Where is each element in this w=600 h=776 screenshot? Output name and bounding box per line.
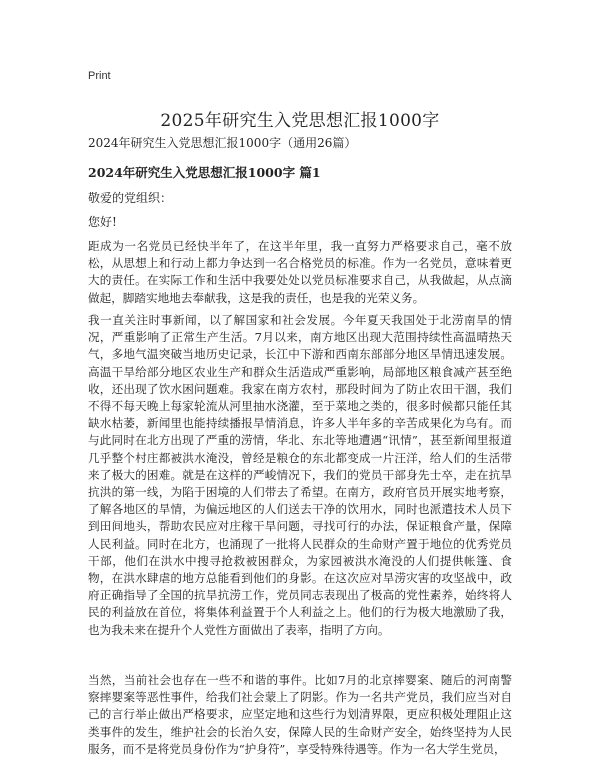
print-link[interactable]: Print xyxy=(88,70,111,82)
document-subtitle: 2024年研究生入党思想汇报1000字（通用26篇） xyxy=(88,136,357,150)
section-heading: 2024年研究生入党思想汇报1000字 篇1 xyxy=(88,165,321,180)
document-title: 2025年研究生入党思想汇报1000字 xyxy=(160,111,440,132)
greeting: 您好! xyxy=(88,215,117,229)
salutation: 敬爱的党组织： xyxy=(88,191,173,205)
paragraph-1: 距成为一名党员已经快半年了，在这半年里，我一直努力严格要求自己，毫不放松，从思想上和行动上都力争达到一名合格党员的标准。作为一名党员，意味着更大的责任。在实际工作和生活中我要处处以党员标准要求自己，从我做起，从点滴做起，脚踏实地地去奉献我，这是我的责任，也是我的光荣义务。 xyxy=(88,239,512,305)
paragraph-2: 我一直关注时事新闻，以了解国家和社会发展。今年夏天我国处于北涝南旱的情况，严重影响了正常生产生活。7月以来，南方地区出现大范围持续性高温晴热天气，多地气温突破当地历史记录，长江中下游和西南东部部分地区旱情迅速发展。高温干旱给部分地区农业生产和群众生活造成严重影响，局部地区粮食减产甚至绝收，还出现了饮水困问题难。我家在南方农村，那段时间为了防止农田干涸，我们不得不每天晚上每家轮流从河里抽水浇灌，至于菜地之类的，很多时候都只能任其缺水枯萎，新闻里也能持续播报旱情消息，许多人半年多的辛苦成果化为乌有。而与此同时在北方出现了严重的涝情，华北、东北等地遭遇“讯情”，甚至新闻里报道几乎整个村庄都被洪水淹没，曾经是粮仓的东北都变成一片汪洋，给人们的生活带来了极大的困难。就是在这样的严峻情况下，我们的党员干部身先士卒，走在抗旱抗洪的第一线，为陷于困境的人们带去了希望。在南方，政府官员开展实地考察，了解各地区的旱情，为偏远地区的人们送去干净的饮用水，同时也派遣技术人员下到田间地头，帮助农民应对庄稼干旱问题，寻找可行的办法，保证粮食产量，保障人民利益。同时在北方，也涌现了一批将人民群众的生命财产置于地位的优秀党员干部，他们在洪水中搜寻抢救被困群众，为家园被洪水淹没的人们提供帐篷、食物，在洪水肆虐的地方总能看到他们的身影。在这次应对旱涝灾害的攻坚战中，政府正确指导了全国的抗旱抗涝工作，党员同志表现出了极高的党性素养，始终将人民的利益放在首位，将集体利益置于个人利益之上。他们的行为极大地激励了我，也为我未来在提升个人党性方面做出了表率，指明了方向。 xyxy=(88,313,512,637)
paragraph-3: 当然，当前社会也存在一些不和谐的事件。比如7月的北京摔婴案、随后的河南警察摔婴案等恶性事件，给我们社会蒙上了阴影。作为一名共产党员，我们应当对自己的言行举止做出严格要求，应坚定地和这些行为划清界限，更应积极处理阻止这类事件的发生，维护社会的长治久安，保障人民的生命财产安全，始终坚持为人民服务，而不是将党员身份作为“护身符”，享受特殊待遇等。作为一名大学生党员， xyxy=(88,673,512,756)
